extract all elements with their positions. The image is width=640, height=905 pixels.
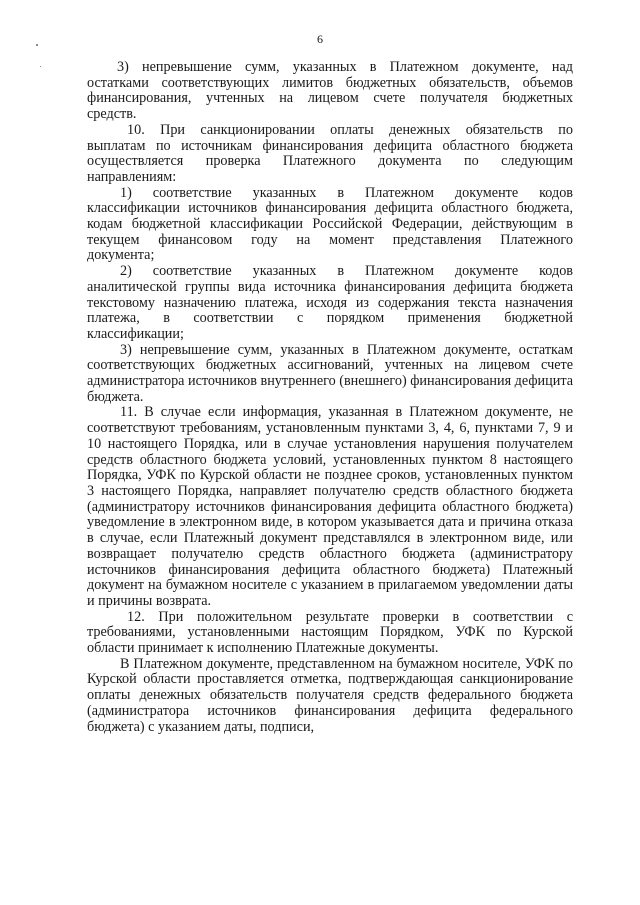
paragraph-point-11: 11. В случае если информация, указанная в Платежном документе, не соответствуют требованиям, установленным пунктами 3, 4, 6, пунктами 7, 9 и 10 настоящего Порядка, или в случае установления нарушения получателем средств областного бюджета условий, установленных пунктом 8 настоящего Порядка, УФК по Курской области не позднее сроков, установленных пунктом 3 настоящего Порядка, направляет получателю средств областного бюджета (администратору источников финансирования дефицита областного бюджета) уведомление в электронном виде, в котором указывается дата и причина отказа в случае, если Платежный документ представлялся в электронном виде, или возвращает получателю средств областного бюджета (администратору источников финансирования дефицита областного бюджета) Платежный документ на бумажном носителе с указанием в прилагаемом уведомлении даты и причины возврата. [87, 404, 573, 609]
paragraph-point-12: 12. При положительном результате проверки в соответствии с требованиями, установленными настоящим Порядком, УФК по Курской области принимает к исполнению Платежные документы. [87, 608, 573, 657]
scan-artifact [40, 66, 41, 67]
paragraph-paper-document: В Платежном документе, представленном на бумажном носителе, УФК по Курской области проставляется отметка, подтверждающая санкционирование оплаты денежных обязательств получателя средств федерального бюджета (администратора источников финансирования дефицита федерального бюджета) с указанием даты, подписи, [87, 655, 573, 735]
paragraph-point-10-item-3: 3) непревышение сумм, указанных в Платежном документе, остаткам соответствующих бюджетных ассигнований, учтенных на лицевом счете администратора источников внутреннего (внешнего) финансирования дефицита бюджета. [87, 341, 573, 405]
page-number: 6 [317, 32, 323, 46]
paragraph-item-3: 3) непревышение сумм, указанных в Платежном документе, над остатками соответствующих лимитов бюджетных обязательств, объемов финансирования, учтенных на лицевом счете получателя бюджетных средств. [87, 59, 573, 123]
paragraph-point-10: 10. При санкционировании оплаты денежных обязательств по выплатам по источникам финансирования дефицита областного бюджета осуществляется проверка Платежного документа по следующим направлениям: [87, 121, 573, 185]
paragraph-point-10-item-1: 1) соответствие указанных в Платежном документе кодов классификации источников финансирования дефицита областного бюджета, кодам бюджетной классификации Российской Федерации, действующим в текущем финансовом году на момент представления Платежного документа; [87, 184, 573, 264]
document-body [87, 60, 573, 735]
paragraph-point-10-item-2: 2) соответствие указанных в Платежном документе кодов аналитической группы вида источника финансирования дефицита бюджета текстовому назначению платежа, исходя из содержания текста назначения платежа, в соответствии с порядком применения бюджетной классификации; [87, 263, 573, 342]
